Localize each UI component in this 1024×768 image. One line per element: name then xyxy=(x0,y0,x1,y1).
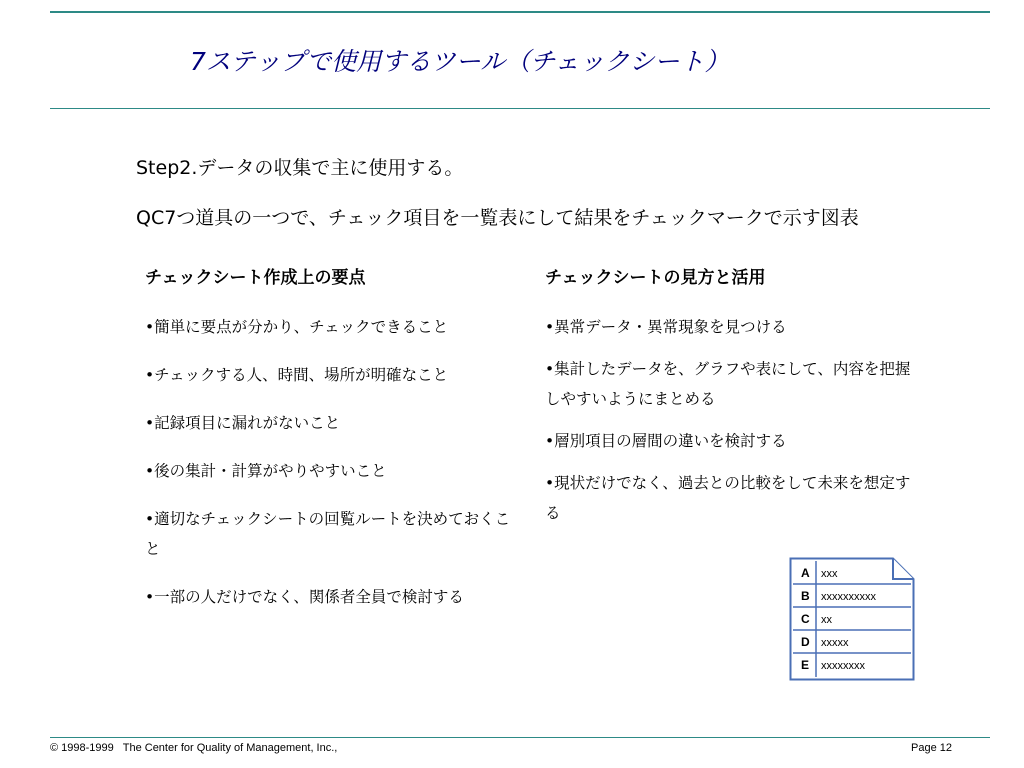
row-value-b: xxxxxxxxxx xyxy=(821,591,876,603)
intro-line-2: QC7つ道具の一つで、チェック項目を一覧表にして結果をチェックマークで示す図表 xyxy=(136,207,859,229)
folded-corner xyxy=(893,559,914,580)
usage-heading: チェックシートの見方と活用 xyxy=(545,268,766,288)
row-value-a: xxx xyxy=(821,568,838,580)
title-divider xyxy=(50,108,990,109)
row-key-c: C xyxy=(801,612,810,626)
row-value-e: xxxxxxxx xyxy=(821,660,865,672)
key-points-column xyxy=(145,266,515,630)
list-item: •後の集計・計算がやりやすいこと xyxy=(145,462,387,480)
key-points-list xyxy=(145,312,515,612)
top-divider xyxy=(50,11,990,13)
page-number: Page 12 xyxy=(911,742,952,754)
check-sheet-document-icon xyxy=(789,557,915,681)
usage-column xyxy=(545,266,915,540)
usage-list xyxy=(545,312,915,528)
list-item: •チェックする人、時間、場所が明確なこと xyxy=(145,366,449,384)
row-key-d: D xyxy=(801,635,810,649)
list-item: •記録項目に漏れがないこと xyxy=(145,414,341,432)
row-key-e: E xyxy=(801,658,810,672)
list-item: •集計したデータを、グラフや表にして、内容を把握しやすいようにまとめる xyxy=(545,360,911,408)
intro-line-1: Step2.データの収集で主に使用する。 xyxy=(136,157,464,179)
list-item: •異常データ・異常現象を見つける xyxy=(545,318,787,336)
slide-title: 7ステップで使用するツール（チェックシート） xyxy=(190,47,730,76)
row-value-c: xx xyxy=(821,614,832,626)
row-key-b: B xyxy=(801,589,810,603)
key-points-heading: チェックシート作成上の要点 xyxy=(145,268,366,288)
footer-copyright: © 1998-1999 The Center for Quality of Management, Inc., xyxy=(50,742,338,754)
footer-divider xyxy=(50,737,990,738)
row-key-a: A xyxy=(801,566,810,580)
list-item: •簡単に要点が分かり、チェックできること xyxy=(145,318,449,336)
row-value-d: xxxxx xyxy=(821,637,849,649)
list-item: •現状だけでなく、過去との比較をして未来を想定する xyxy=(545,474,911,522)
list-item: •層別項目の層間の違いを検討する xyxy=(545,432,787,450)
list-item: •一部の人だけでなく、関係者全員で検討する xyxy=(145,588,464,606)
list-item: •適切なチェックシートの回覧ルートを決めておくこと xyxy=(145,510,511,558)
